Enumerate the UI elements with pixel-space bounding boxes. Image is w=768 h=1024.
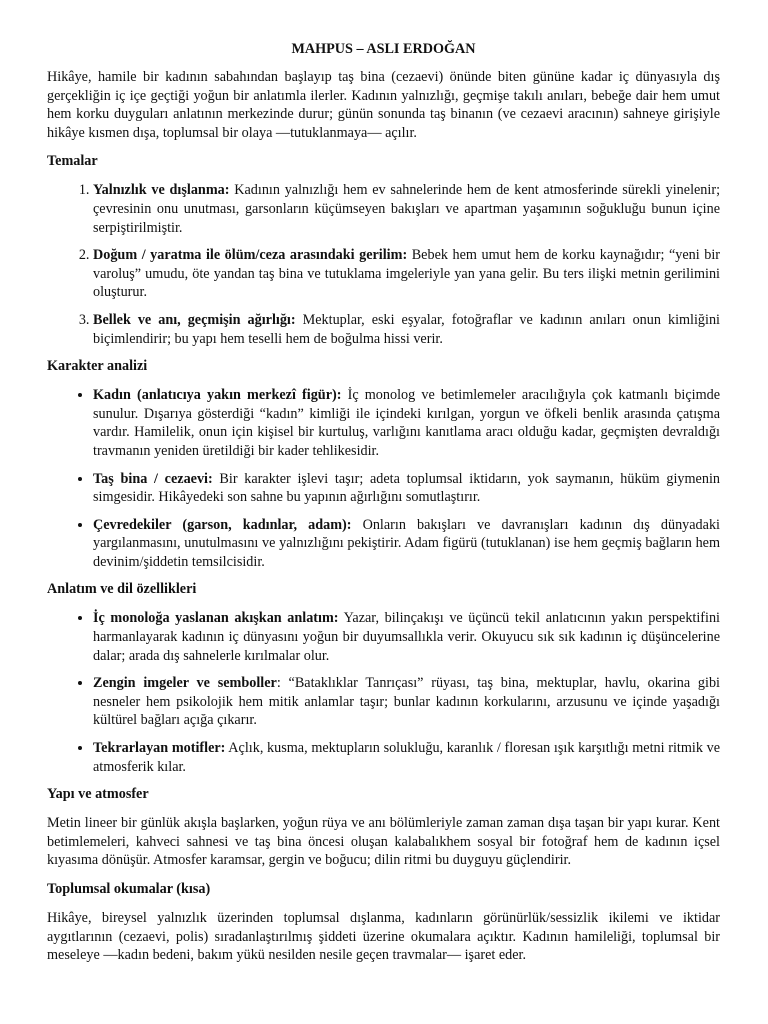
list-item-term: Tekrarlayan motifler: (93, 740, 226, 757)
list-item-text: : “Bataklıklar Tanrıçası” rüyası, taş bina, mektuplar, havlu, okarina gibi nesneler hem psikolojik hem mitik anlamlar taşır; bunlar kadının korkularını, arzusunu ve içinde yaşadığı kültürel bağları açığa çıkarır. (93, 675, 720, 729)
list-item-text: Açlık, kusma, mektupların solukluğu, karanlık / floresan ışık karşıtlığı metni ritmik ve atmosferik kılar. (93, 740, 720, 775)
list-item-text: Yazar, bilinçakışı ve üçüncü tekil anlatıcının yakın perspektifini harmanlayarak kadının iç dünyasını yoğun bir duyumsallıkla verir. Okuyucu sık sık kadının iç düşüncelerine dalar; arada dış sahnelerle kırılmalar olur. (93, 610, 720, 664)
list-item (93, 311, 720, 348)
list-item (93, 386, 720, 460)
list-item-term: Kadın (anlatıcıya yakın merkezî figür): (93, 387, 342, 404)
list-item-term: Zengin imgeler ve semboller (93, 675, 277, 692)
list-item (93, 739, 720, 776)
list-item-term: İç monoloğa yaslanan akışkan anlatım: (93, 610, 339, 627)
list-item (93, 181, 720, 237)
themes-list (47, 181, 720, 348)
list-item-term: Taş bina / cezaevi: (93, 470, 213, 487)
list-item-text: Kadının yalnızlığı hem ev sahnelerinde hem de kent atmosferinde sürekli yinelenir; çevresinin onu unutması, garsonların küçümseyen bakışları ve apartman yaşamının soğukluğu bunun içine serpiştirilmiştir. (93, 182, 721, 236)
social-heading: Toplumsal okumalar (kısa) (47, 881, 211, 897)
list-item-term: Doğum / yaratma ile ölüm/ceza arasındaki gerilim: (93, 247, 408, 264)
list-item (93, 470, 720, 507)
characters-list (47, 386, 720, 571)
list-item-term: Bellek ve anı, geçmişin ağırlığı: (93, 311, 296, 328)
list-item-text: Mektuplar, eski eşyalar, fotoğraflar ve kadının anıları onun kimliğini biçimlendirir; bu yapı hem teselli hem de boğulma hissi verir. (93, 311, 720, 347)
structure-paragraph: Metin lineer bir günlük akışla başlarken, yoğun rüya ve anı bölümleriyle zaman zaman dışa taşan bir yapı kurar. Kent betimlemeleri, kahveci sahnesi ve taş bina öncesi oluşan kalabalıkhem sosyal bir fotoğraf hem de kadının içsel kıyasıma dönüşür. Atmosfer karamsar, gergin ve boğucu; dilin ritmi bu duyguyu güçlendirir. (47, 815, 720, 869)
style-heading: Anlatım ve dil özellikleri (47, 581, 197, 598)
style-list (47, 609, 720, 776)
structure-heading: Yapı ve atmosfer (47, 786, 149, 803)
document-title: MAHPUS – ASLI ERDOĞAN (291, 41, 476, 57)
list-item-text: Onların bakışları ve davranışları kadının dış dünyadaki yargılanmasını, unutulmasını ve yalnızlığını pekiştirir. Adam figürü (tutuklanan) ise hem geçmiş bağların hem devinim/şiddetin temsilcisidir. (93, 516, 720, 570)
list-item (93, 674, 720, 730)
list-item (93, 246, 720, 302)
social-paragraph: Hikâye, bireysel yalnızlık üzerinden toplumsal dışlanma, kadınların görünürlük/sessizlik ikilemi ve iktidar aygıtlarının (cezaevi, polis) sıradanlaştırılmış şiddeti üzerine okumalara açıktır. Kadının hamileliği, toplumsal bir meseleye —kadın bedeni, bakım yükü nesilden nesile geçen travmalar— işaret eder. (47, 910, 720, 964)
list-item-text: Bebek hem umut hem de korku kaynağıdır; “yeni bir varoluş” umudu, öte yandan taş bina ve tutuklama imgeleriyle yan yana gelir. Bu ters ilişki metnin gerilimini oluşturur. (93, 247, 720, 301)
intro-paragraph: Hikâye, hamile bir kadının sabahından başlayıp taş bina (cezaevi) önünde biten gününe kadar iç dünyasıyla dış gerçekliğin iç içe geçtiği yoğun bir anlatımla ilerler. Kadının yalnızlığı, geçmişe takılı anıları, bebeğe dair hem umut hem korku duyguları anlatının merkezinde durur; günün sonunda taş binanın (ve cezaevi aracının) sahneye girişiyle hikâye kısmen dışa, toplumsal bir olaya —tutuklanmaya— açılır. (47, 69, 720, 141)
list-item-term: Yalnızlık ve dışlanma: (93, 182, 230, 199)
list-item-text: Bir karakter işlevi taşır; adeta toplumsal iktidarın, yok saymanın, hüküm giymenin simgesidir. Hikâyedeki son sahne bu yapının ağırlığını somutlaştırır. (93, 470, 720, 506)
list-item-text: İç monolog ve betimlemeler aracılığıyla çok katmanlı biçimde sunulur. Dışarıya gösterdiği “kadın” kimliği ile içindeki kırılgan, yorgun ve öfkeli benlik arasında çatışma vardır. Hamilelik, onun için kişisel bir kurtuluş, varlığını kanıtlama aracı olduğu kadar, geçmişten devraldığı travmanın yeniden üretildiği bir kader tehlikesidir. (93, 387, 721, 459)
list-item-term: Çevredekiler (garson, kadınlar, adam): (93, 516, 352, 533)
list-item (93, 516, 720, 572)
themes-heading: Temalar (47, 153, 98, 170)
characters-heading: Karakter analizi (47, 358, 148, 375)
list-item (93, 609, 720, 665)
